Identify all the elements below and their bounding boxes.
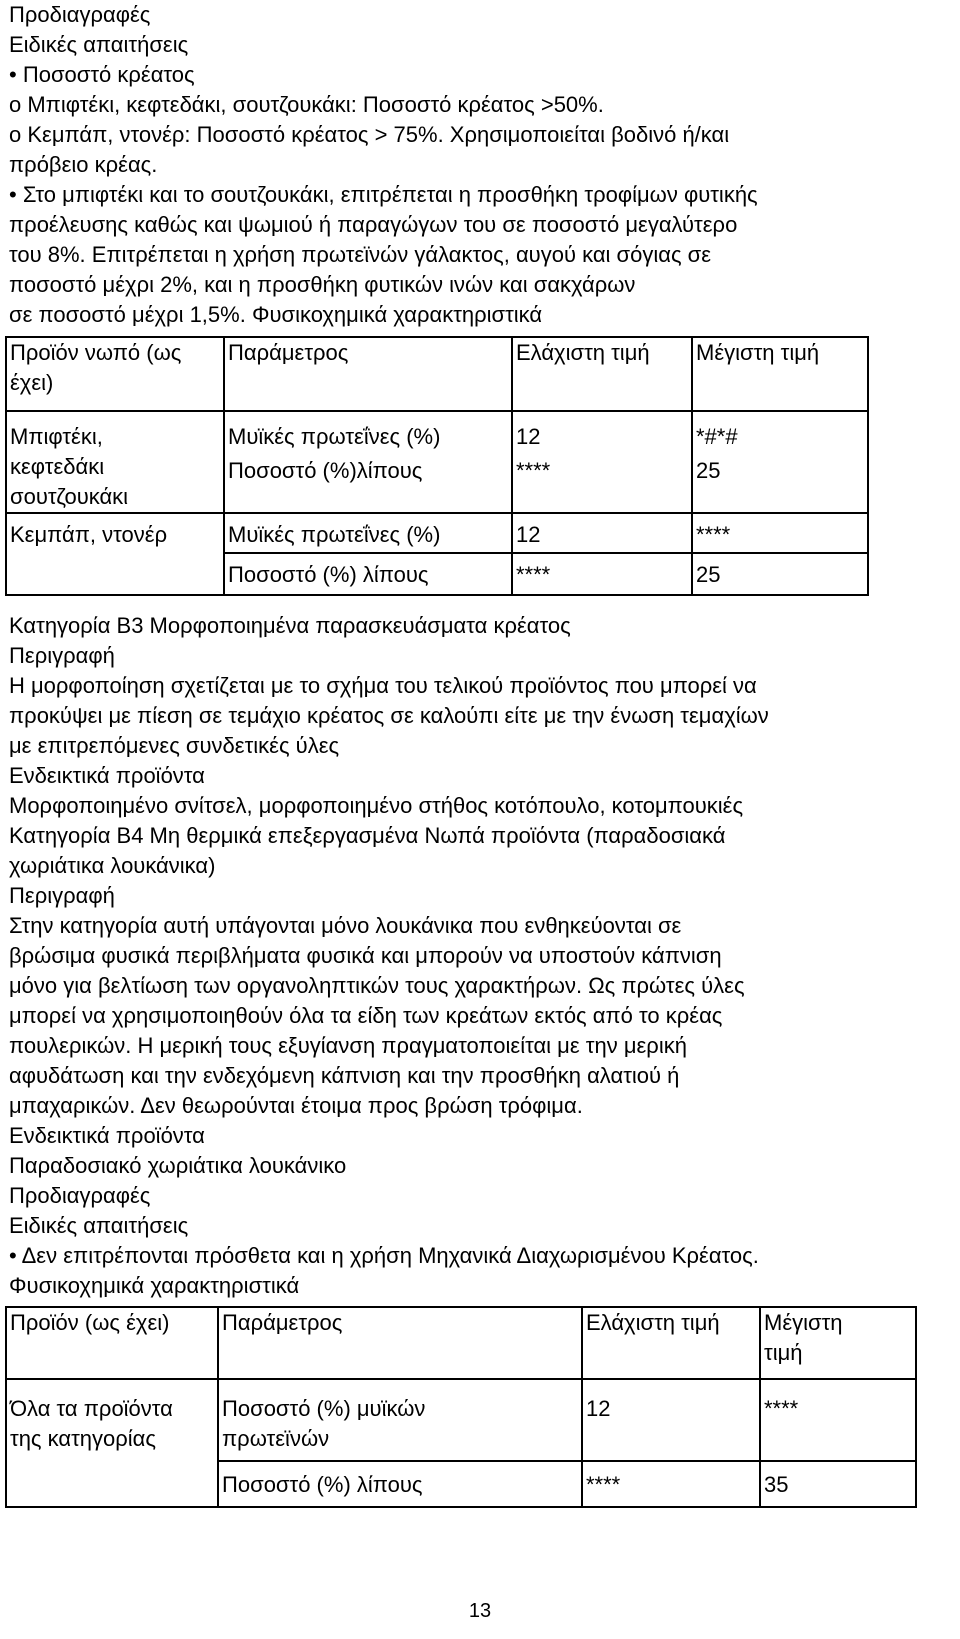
- heading-specifications: Προδιαγραφές: [9, 1183, 151, 1208]
- min-cell: 12: [512, 513, 692, 553]
- text-line: μπαχαρικών. Δεν θεωρούνται έτοιμα προς βρώση τρόφιμα.: [9, 1093, 583, 1118]
- text-line: προκύψει με πίεση σε τεμάχιο κρέατος σε καλούπι είτε με την ένωση τεμαχίων: [9, 703, 769, 728]
- header-max: Μέγιστη τιμή: [760, 1307, 916, 1379]
- heading-description: Περιγραφή: [9, 883, 115, 908]
- text-line: • Ποσοστό κρέατος: [9, 62, 195, 87]
- header-product: Προϊόν νωπό (ως έχει): [6, 337, 224, 411]
- text-line: πρόβειο κρέας.: [9, 152, 158, 177]
- page-number: 13: [468, 1600, 492, 1622]
- header-max: Μέγιστη τιμή: [692, 337, 868, 411]
- text-line: • Στο μπιφτέκι και το σουτζουκάκι, επιτρέπεται η προσθήκη τροφίμων φυτικής: [9, 182, 758, 207]
- product-cell-empty: [6, 1461, 218, 1507]
- heading-description: Περιγραφή: [9, 643, 115, 668]
- heading-indicative-products: Ενδεικτικά προϊόντα: [9, 1123, 205, 1148]
- header-product: Προϊόν (ως έχει): [6, 1307, 218, 1379]
- table-header-row: [6, 1307, 916, 1379]
- heading-special-requirements: Ειδικές απαιτήσεις: [9, 32, 189, 57]
- product-cell: Μπιφτέκι, κεφτεδάκι σουτζουκάκι: [6, 411, 224, 513]
- header-min: Ελάχιστη τιμή: [582, 1307, 760, 1379]
- table-header-row: [6, 337, 868, 411]
- text-line: ο Κεμπάπ, ντονέρ: Ποσοστό κρέατος > 75%. Χρησιμοποιείται βοδινό ή/και: [9, 122, 730, 147]
- max-cell: ****: [692, 513, 868, 553]
- text-line: ποσοστό μέχρι 2%, και η προσθήκη φυτικών ινών και σακχάρων: [9, 272, 636, 297]
- heading-category-b4: Κατηγορία Β4 Μη θερμικά επεξεργασμένα Νωπά προϊόντα (παραδοσιακά: [9, 823, 726, 848]
- min-cell: ****: [512, 553, 692, 595]
- header-parameter: Παράμετρος: [224, 337, 512, 411]
- parameter-cell: Ποσοστό (%) λίπους: [218, 1461, 582, 1507]
- text-line: Στην κατηγορία αυτή υπάγονται μόνο λουκάνικα που ενθηκεύονται σε: [9, 913, 682, 938]
- text-line: πουλερικών. Η μερική τους εξυγίανση πραγματοποιείται με την μερική: [9, 1033, 687, 1058]
- spec-table-1: [5, 336, 869, 596]
- heading-indicative-products: Ενδεικτικά προϊόντα: [9, 763, 205, 788]
- text-line: με επιτρεπόμενες συνδετικές ύλες: [9, 733, 340, 758]
- parameter-cell: Ποσοστό (%) λίπους: [224, 553, 512, 595]
- parameter-cell: Ποσοστό (%) μυϊκών πρωτεϊνών: [218, 1379, 582, 1461]
- header-parameter: Παράμετρος: [218, 1307, 582, 1379]
- text-line: Μορφοποιημένο σνίτσελ, μορφοποιημένο στήθος κοτόπουλο, κοτομπουκιές: [9, 793, 744, 818]
- text-line: αφυδάτωση και την ενδεχόμενη κάπνιση και την προσθήκη αλατιού ή: [9, 1063, 680, 1088]
- parameter-cell: Μυϊκές πρωτεΐνες (%) Ποσοστό (%)λίπους: [224, 411, 512, 513]
- product-cell: Όλα τα προϊόντα της κατηγορίας: [6, 1379, 218, 1461]
- max-cell: ****: [760, 1379, 916, 1461]
- max-cell: 25: [692, 553, 868, 595]
- parameter-cell: Μυϊκές πρωτεΐνες (%): [224, 513, 512, 553]
- heading-specifications: Προδιαγραφές: [9, 2, 151, 27]
- max-cell: 35: [760, 1461, 916, 1507]
- heading-special-requirements: Ειδικές απαιτήσεις: [9, 1213, 189, 1238]
- text-line: σε ποσοστό μέχρι 1,5%. Φυσικοχημικά χαρακτηριστικά: [9, 302, 543, 327]
- text-line: του 8%. Επιτρέπεται η χρήση πρωτεϊνών γάλακτος, αυγού και σόγιας σε: [9, 242, 712, 267]
- table-row: [6, 553, 868, 595]
- min-cell: 12: [582, 1379, 760, 1461]
- table-row: [6, 513, 868, 553]
- product-cell-empty: [6, 553, 224, 595]
- spec-table-2: [5, 1306, 917, 1508]
- text-line: βρώσιμα φυσικά περιβλήματα φυσικά και μπορούν να υποστούν κάπνιση: [9, 943, 722, 968]
- max-cell: *#*# 25: [692, 411, 868, 513]
- text-line: μπορεί να χρησιμοποιηθούν όλα τα είδη των κρεάτων εκτός από το κρέας: [9, 1003, 723, 1028]
- header-min: Ελάχιστη τιμή: [512, 337, 692, 411]
- text-line: προέλευσης καθώς και ψωμιού ή παραγώγων του σε ποσοστό μεγαλύτερο: [9, 212, 738, 237]
- table-row: [6, 1379, 916, 1461]
- heading-category-b3: Κατηγορία Β3 Μορφοποιημένα παρασκευάσματα κρέατος: [9, 613, 571, 638]
- min-cell: ****: [582, 1461, 760, 1507]
- text-line: • Δεν επιτρέπονται πρόσθετα και η χρήση Μηχανικά Διαχωρισμένου Κρέατος.: [9, 1243, 759, 1268]
- table-row: [6, 1461, 916, 1507]
- text-line: Η μορφοποίηση σχετίζεται με το σχήμα του τελικού προϊόντος που μπορεί να: [9, 673, 757, 698]
- min-cell: 12 ****: [512, 411, 692, 513]
- text-line: μόνο για βελτίωση των οργανοληπτικών τους χαρακτήρων. Ως πρώτες ύλες: [9, 973, 745, 998]
- heading-physicochemical: Φυσικοχημικά χαρακτηριστικά: [9, 1273, 300, 1298]
- table-row: [6, 411, 868, 513]
- product-cell: Κεμπάπ, ντονέρ: [6, 513, 224, 553]
- text-line: Παραδοσιακό χωριάτικα λουκάνικο: [9, 1153, 347, 1178]
- text-line: χωριάτικα λουκάνικα): [9, 853, 216, 878]
- text-line: ο Μπιφτέκι, κεφτεδάκι, σουτζουκάκι: Ποσοστό κρέατος >50%.: [9, 92, 604, 117]
